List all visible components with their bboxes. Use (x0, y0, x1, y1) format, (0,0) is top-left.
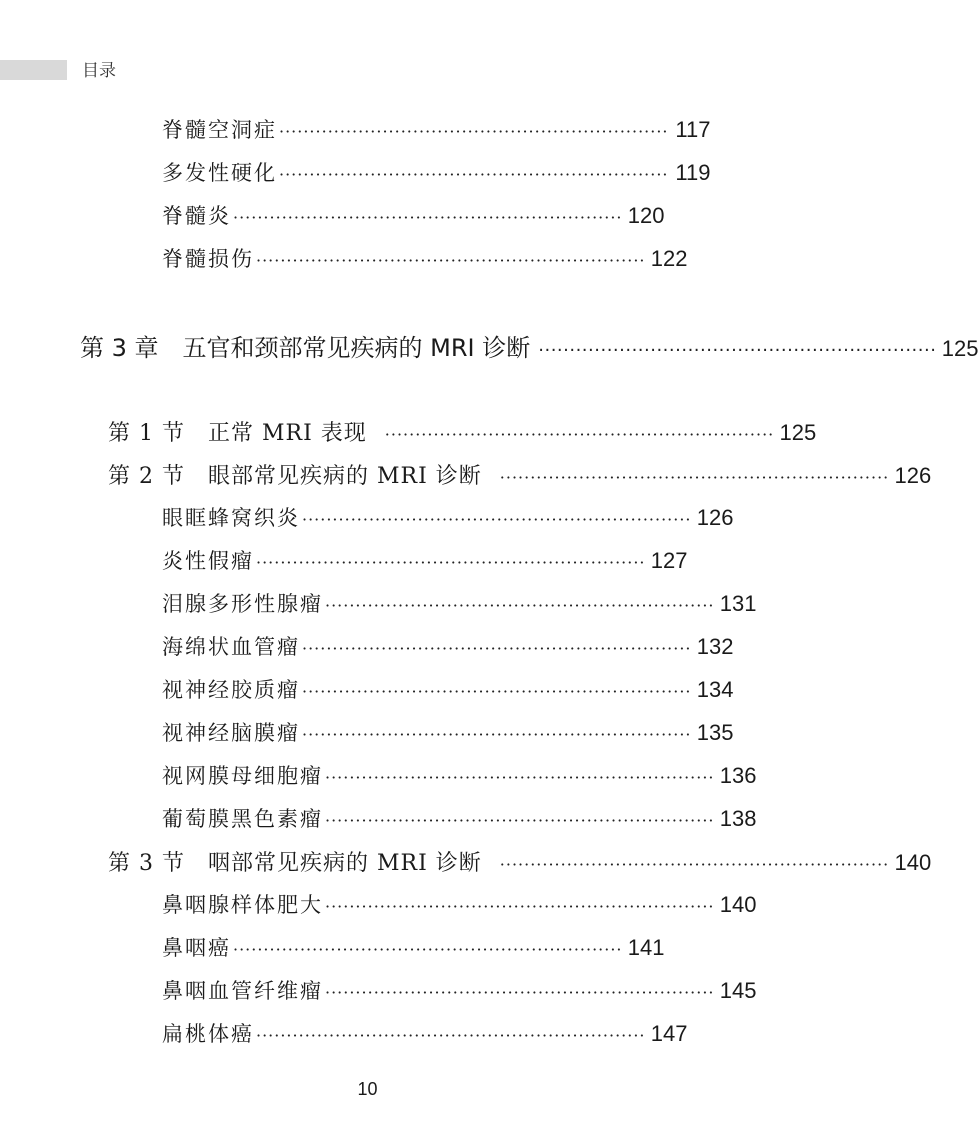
running-header: 目录 (82, 61, 116, 81)
toc-chapter-page: 125 (941, 336, 978, 361)
toc-entry[interactable] (162, 1018, 688, 1048)
toc-entry-title: 葡萄膜黑色素瘤 (162, 807, 323, 831)
toc-entry-title: 鼻咽癌 (162, 936, 231, 960)
dot-leader: ································································ (233, 208, 623, 227)
toc-entry[interactable] (162, 545, 688, 575)
dot-leader: ································································ (325, 983, 715, 1002)
toc-entry[interactable] (162, 889, 757, 919)
toc-entry-page: 127 (650, 548, 688, 573)
toc-entry-page: 141 (627, 935, 665, 960)
toc-entry-page: 119 (675, 160, 711, 185)
toc-entry[interactable] (162, 631, 734, 661)
toc-entry-title: 扁桃体癌 (162, 1022, 254, 1046)
toc-entry-page: 132 (696, 634, 734, 659)
toc-section-title: 第 3 节 咽部常见疾病的 MRI 诊断 (108, 851, 482, 876)
toc-entry-page: 140 (719, 892, 757, 917)
page-number: 10 (357, 1079, 378, 1099)
dot-leader: ································································ (302, 725, 692, 744)
dot-leader: ································································ (256, 553, 646, 572)
toc-entry-page: 135 (696, 720, 734, 745)
dot-leader: ································································ (325, 768, 715, 787)
toc-entry[interactable] (162, 975, 757, 1005)
toc-entry[interactable] (162, 932, 665, 962)
toc-entry-page: 147 (650, 1021, 688, 1046)
toc-chapter-title: 第 3 章 五官和颈部常见疾病的 MRI 诊断 (80, 334, 531, 362)
toc-entry-page: 126 (696, 505, 734, 530)
toc-entry-title: 眼眶蜂窝织炎 (162, 506, 300, 530)
toc-entry[interactable] (162, 803, 757, 833)
toc-chapter[interactable] (80, 328, 978, 363)
toc-entry[interactable] (162, 674, 734, 704)
toc-entry-page: 134 (696, 677, 734, 702)
toc-entry[interactable] (162, 243, 688, 273)
dot-leader: ································································ (499, 468, 890, 487)
dot-leader: ································································ (233, 940, 623, 959)
toc-entry[interactable] (162, 114, 711, 144)
toc-entry-title: 脊髓空洞症 (162, 118, 277, 142)
toc-entry-title: 视网膜母细胞瘤 (162, 764, 323, 788)
toc-section[interactable] (108, 416, 817, 447)
toc-entry-page: 117 (675, 117, 711, 142)
toc-entry[interactable] (162, 717, 734, 747)
toc-entry-title: 泪腺多形性腺瘤 (162, 592, 323, 616)
dot-leader: ································································ (538, 340, 937, 361)
dot-leader: ································································ (325, 897, 715, 916)
toc-entry-page: 131 (719, 591, 757, 616)
toc-entry-title: 鼻咽腺样体肥大 (162, 893, 323, 917)
header-decoration-bar (0, 60, 67, 80)
toc-entry[interactable] (162, 502, 734, 532)
dot-leader: ································································ (302, 510, 692, 529)
toc-section-title: 第 2 节 眼部常见疾病的 MRI 诊断 (108, 464, 482, 489)
toc-entry[interactable] (162, 200, 665, 230)
toc-section-title: 第 1 节 正常 MRI 表现 (108, 421, 367, 446)
toc-entry[interactable] (162, 760, 757, 790)
toc-entry-page: 122 (650, 246, 688, 271)
dot-leader: ································································ (302, 639, 692, 658)
dot-leader: ································································ (499, 855, 890, 874)
dot-leader: ································································ (325, 811, 715, 830)
toc-entry-title: 视神经脑膜瘤 (162, 721, 300, 745)
dot-leader: ································································ (256, 1026, 646, 1045)
toc-entry-page: 138 (719, 806, 757, 831)
toc-section-page: 125 (779, 420, 817, 445)
toc-entry[interactable] (162, 588, 757, 618)
dot-leader: ································································ (325, 596, 715, 615)
toc-section-page: 126 (894, 463, 932, 488)
toc-section[interactable] (108, 459, 932, 490)
dot-leader: ································································ (279, 122, 669, 141)
toc-entry-title: 脊髓炎 (162, 204, 231, 228)
toc-section[interactable] (108, 846, 932, 877)
toc-section-page: 140 (894, 850, 932, 875)
dot-leader: ································································ (384, 425, 775, 444)
toc-entry-page: 120 (627, 203, 665, 228)
toc-entry-page: 145 (719, 978, 757, 1003)
toc-entry[interactable] (162, 157, 711, 187)
toc-entry-title: 鼻咽血管纤维瘤 (162, 979, 323, 1003)
dot-leader: ································································ (302, 682, 692, 701)
toc-entry-title: 海绵状血管瘤 (162, 635, 300, 659)
toc-entry-title: 炎性假瘤 (162, 549, 254, 573)
toc-entry-page: 136 (719, 763, 757, 788)
dot-leader: ································································ (256, 251, 646, 270)
dot-leader: ································································ (279, 165, 669, 184)
toc-entry-title: 视神经胶质瘤 (162, 678, 300, 702)
toc-entry-title: 多发性硬化 (162, 161, 277, 185)
toc-entry-title: 脊髓损伤 (162, 247, 254, 271)
